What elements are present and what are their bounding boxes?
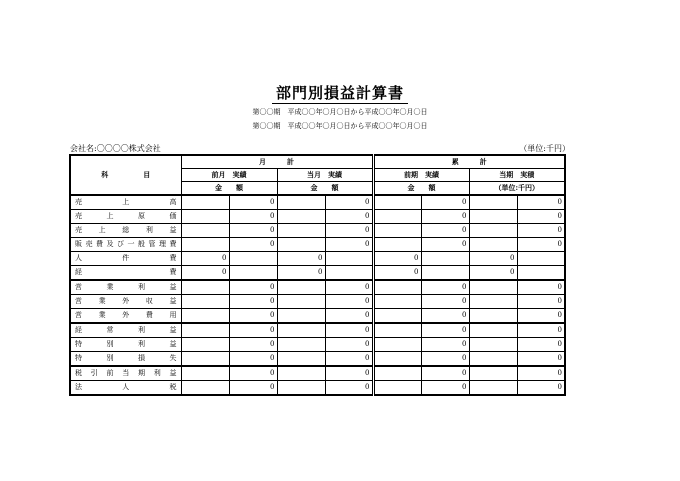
kamoku-header: 科 目 (70, 155, 181, 195)
value-cell: 0 (277, 252, 325, 266)
value-cell: 0 (229, 352, 277, 367)
value-cell (469, 224, 517, 238)
value-cell (325, 266, 373, 281)
value-cell: 0 (325, 366, 373, 381)
row-label: 経費 (70, 266, 181, 281)
table-row (70, 224, 565, 238)
value-cell (181, 323, 229, 338)
row-label: 営業利益 (70, 280, 181, 295)
row-label: 人件費 (70, 252, 181, 266)
row-label: 特別利益 (70, 338, 181, 352)
value-cell: 0 (229, 295, 277, 309)
value-cell: 0 (325, 323, 373, 338)
value-cell (373, 224, 421, 238)
row-label: 営業外費用 (70, 309, 181, 324)
value-cell: 0 (517, 352, 565, 367)
value-cell: 0 (181, 252, 229, 266)
table-row (70, 366, 565, 381)
value-cell: 0 (181, 266, 229, 281)
value-cell (469, 295, 517, 309)
value-cell (469, 309, 517, 324)
value-cell (373, 366, 421, 381)
value-cell: 0 (373, 252, 421, 266)
table-row (70, 323, 565, 338)
value-cell (373, 295, 421, 309)
value-cell (373, 280, 421, 295)
amount-header: 金 額 (373, 182, 469, 196)
value-cell (181, 352, 229, 367)
value-cell: 0 (229, 323, 277, 338)
row-label: 売上原価 (70, 210, 181, 224)
value-cell: 0 (517, 309, 565, 324)
value-cell (373, 238, 421, 252)
value-cell (277, 295, 325, 309)
cumulative-header: 累 計 (373, 155, 565, 169)
value-cell: 0 (325, 195, 373, 210)
value-cell: 0 (421, 295, 469, 309)
value-cell (277, 280, 325, 295)
value-cell: 0 (469, 266, 517, 281)
value-cell: 0 (325, 381, 373, 396)
value-cell: 0 (421, 309, 469, 324)
value-cell: 0 (421, 381, 469, 396)
value-cell (373, 338, 421, 352)
value-cell: 0 (421, 338, 469, 352)
value-cell: 0 (325, 280, 373, 295)
value-cell (373, 195, 421, 210)
value-cell: 0 (517, 195, 565, 210)
value-cell (373, 309, 421, 324)
value-cell: 0 (229, 224, 277, 238)
row-label: 販売費及び一般管理費 (70, 238, 181, 252)
period-line-1: 第〇〇期 平成〇〇年〇月〇日から平成〇〇年〇月〇日 (252, 108, 428, 116)
value-cell: 0 (421, 224, 469, 238)
value-cell (469, 280, 517, 295)
table-row (70, 238, 565, 252)
table-row (70, 309, 565, 324)
value-cell: 0 (277, 266, 325, 281)
period-line-2: 第〇〇期 平成〇〇年〇月〇日から平成〇〇年〇月〇日 (252, 122, 428, 130)
value-cell: 0 (517, 366, 565, 381)
value-cell: 0 (517, 381, 565, 396)
value-cell (373, 381, 421, 396)
value-cell (469, 352, 517, 367)
value-cell (277, 309, 325, 324)
this-month-header: 当月 実績 (277, 169, 373, 182)
row-label: 営業外収益 (70, 295, 181, 309)
value-cell: 0 (325, 210, 373, 224)
value-cell: 0 (517, 224, 565, 238)
value-cell: 0 (517, 295, 565, 309)
value-cell: 0 (229, 210, 277, 224)
value-cell (325, 252, 373, 266)
month-total-header: 月 計 (181, 155, 373, 169)
value-cell: 0 (517, 338, 565, 352)
value-cell: 0 (421, 352, 469, 367)
this-period-header: 当期 実積 (469, 169, 565, 182)
value-cell: 0 (325, 309, 373, 324)
value-cell (421, 266, 469, 281)
value-cell (181, 366, 229, 381)
value-cell: 0 (373, 266, 421, 281)
value-cell (181, 309, 229, 324)
value-cell: 0 (229, 366, 277, 381)
header-row-1 (70, 155, 565, 169)
unit-cell-header: （単位:千円） (469, 182, 565, 196)
report-title-text: 部門別損益計算書 (272, 84, 408, 104)
value-cell: 0 (325, 238, 373, 252)
value-cell: 0 (229, 195, 277, 210)
value-cell: 0 (229, 280, 277, 295)
table-row (70, 295, 565, 309)
value-cell: 0 (229, 338, 277, 352)
row-label: 売上総利益 (70, 224, 181, 238)
value-cell (277, 338, 325, 352)
value-cell (517, 252, 565, 266)
value-cell (277, 210, 325, 224)
value-cell: 0 (517, 210, 565, 224)
value-cell (373, 352, 421, 367)
value-cell: 0 (517, 238, 565, 252)
value-cell (469, 381, 517, 396)
value-cell (181, 224, 229, 238)
value-cell (469, 238, 517, 252)
value-cell: 0 (229, 238, 277, 252)
prev-month-header: 前月 実績 (181, 169, 277, 182)
row-label: 税引前当期利益 (70, 366, 181, 381)
amount-header: 金 額 (277, 182, 373, 196)
value-cell (277, 238, 325, 252)
unit-label: （単位:千円） (519, 144, 570, 153)
value-cell (277, 323, 325, 338)
value-cell (469, 338, 517, 352)
value-cell: 0 (421, 195, 469, 210)
value-cell: 0 (421, 210, 469, 224)
value-cell (373, 210, 421, 224)
company-name: 会社名:〇〇〇〇株式会社 (70, 144, 161, 153)
table-row (70, 210, 565, 224)
value-cell (181, 280, 229, 295)
pl-table (69, 154, 566, 396)
value-cell (181, 295, 229, 309)
value-cell (277, 224, 325, 238)
value-cell: 0 (469, 252, 517, 266)
prev-period-header: 前期 実績 (373, 169, 469, 182)
value-cell: 0 (229, 381, 277, 396)
value-cell (229, 252, 277, 266)
value-cell: 0 (229, 309, 277, 324)
value-cell (421, 252, 469, 266)
table-row (70, 352, 565, 367)
value-cell: 0 (325, 224, 373, 238)
report-title (0, 82, 680, 103)
value-cell (229, 266, 277, 281)
value-cell: 0 (325, 295, 373, 309)
value-cell (277, 381, 325, 396)
value-cell (181, 195, 229, 210)
value-cell (469, 195, 517, 210)
row-label: 売上高 (70, 195, 181, 210)
value-cell (517, 266, 565, 281)
value-cell: 0 (421, 280, 469, 295)
value-cell: 0 (325, 338, 373, 352)
value-cell: 0 (421, 366, 469, 381)
value-cell (181, 210, 229, 224)
row-label: 法人税 (70, 381, 181, 396)
table-row (70, 266, 565, 281)
value-cell (181, 238, 229, 252)
value-cell (277, 352, 325, 367)
table-row (70, 338, 565, 352)
row-label: 経常利益 (70, 323, 181, 338)
value-cell (277, 366, 325, 381)
amount-header: 金 額 (181, 182, 277, 196)
value-cell (181, 381, 229, 396)
table-row (70, 381, 565, 396)
value-cell: 0 (325, 352, 373, 367)
value-cell: 0 (517, 323, 565, 338)
table-row (70, 280, 565, 295)
value-cell (373, 323, 421, 338)
value-cell (469, 210, 517, 224)
value-cell (277, 195, 325, 210)
value-cell: 0 (517, 280, 565, 295)
table-row (70, 195, 565, 210)
table-row (70, 252, 565, 266)
value-cell: 0 (421, 238, 469, 252)
value-cell (181, 338, 229, 352)
value-cell (469, 323, 517, 338)
value-cell: 0 (421, 323, 469, 338)
row-label: 特別損失 (70, 352, 181, 367)
value-cell (469, 366, 517, 381)
